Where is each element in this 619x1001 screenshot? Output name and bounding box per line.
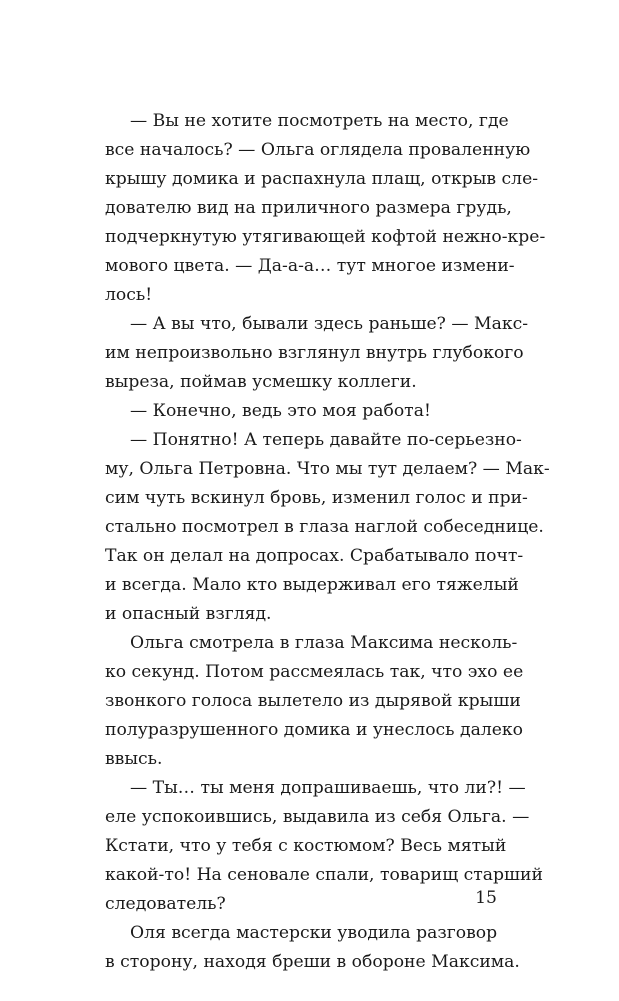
text-line: Оля всегда мастерски уводила разговор <box>130 923 498 943</box>
text-line: дователю вид на приличного размера грудь, <box>105 198 512 218</box>
text-line: еле успокоившись, выдавила из себя Ольга. — <box>105 807 530 827</box>
text-line: полуразрушенного домика и унеслось далеко <box>105 720 524 740</box>
text-line: ко секунд. Потом рассмеялась так, что эхо ее <box>105 662 524 682</box>
text-line: лось! <box>105 285 153 305</box>
text-line: ввысь. <box>105 749 163 769</box>
text-line: — А вы что, бывали здесь раньше? — Макс- <box>130 314 529 334</box>
text-line: и всегда. Мало кто выдерживал его тяжелый <box>105 575 519 595</box>
text-line: Кстати, что у тебя с костюмом? Весь мятый <box>105 836 507 856</box>
page-number: 15 <box>475 888 497 908</box>
text-line: — Конечно, ведь это моя работа! <box>130 401 431 421</box>
text-line: все началось? — Ольга оглядела проваленную <box>105 140 531 160</box>
text-line: крышу домика и распахнула плащ, открыв сле- <box>105 169 539 189</box>
text-line: звонкого голоса вылетело из дырявой крыши <box>105 691 521 711</box>
text-line: му, Ольга Петровна. Что мы тут делаем? — Мак- <box>105 459 550 479</box>
text-line: Так он делал на допросах. Срабатывало почт- <box>105 546 524 566</box>
text-line: мового цвета. — Да-а-а… тут многое измени- <box>105 256 515 276</box>
text-line: сим чуть вскинул бровь, изменил голос и при- <box>105 488 528 508</box>
text-line: подчеркнутую утягивающей кофтой нежно-кре- <box>105 227 546 247</box>
text-line: в сторону, находя бреши в обороне Максима. <box>105 952 520 972</box>
text-line: — Понятно! А теперь давайте по-серьезно- <box>130 430 522 450</box>
text-line: какой-то! На сеновале спали, товарищ старший <box>105 865 543 885</box>
text-line: — Ты… ты меня допрашиваешь, что ли?! — <box>130 778 526 798</box>
body-text <box>105 107 550 977</box>
text-line: и опасный взгляд. <box>105 604 272 624</box>
text-line: — Вы не хотите посмотреть на место, где <box>130 111 509 131</box>
text-line: Ольга смотрела в глаза Максима несколь- <box>130 633 518 653</box>
text-line: следователь? <box>105 894 226 914</box>
text-line: им непроизвольно взглянул внутрь глубокого <box>105 343 524 363</box>
text-line: выреза, поймав усмешку коллеги. <box>105 372 417 392</box>
text-line: стально посмотрел в глаза наглой собеседнице. <box>105 517 544 537</box>
